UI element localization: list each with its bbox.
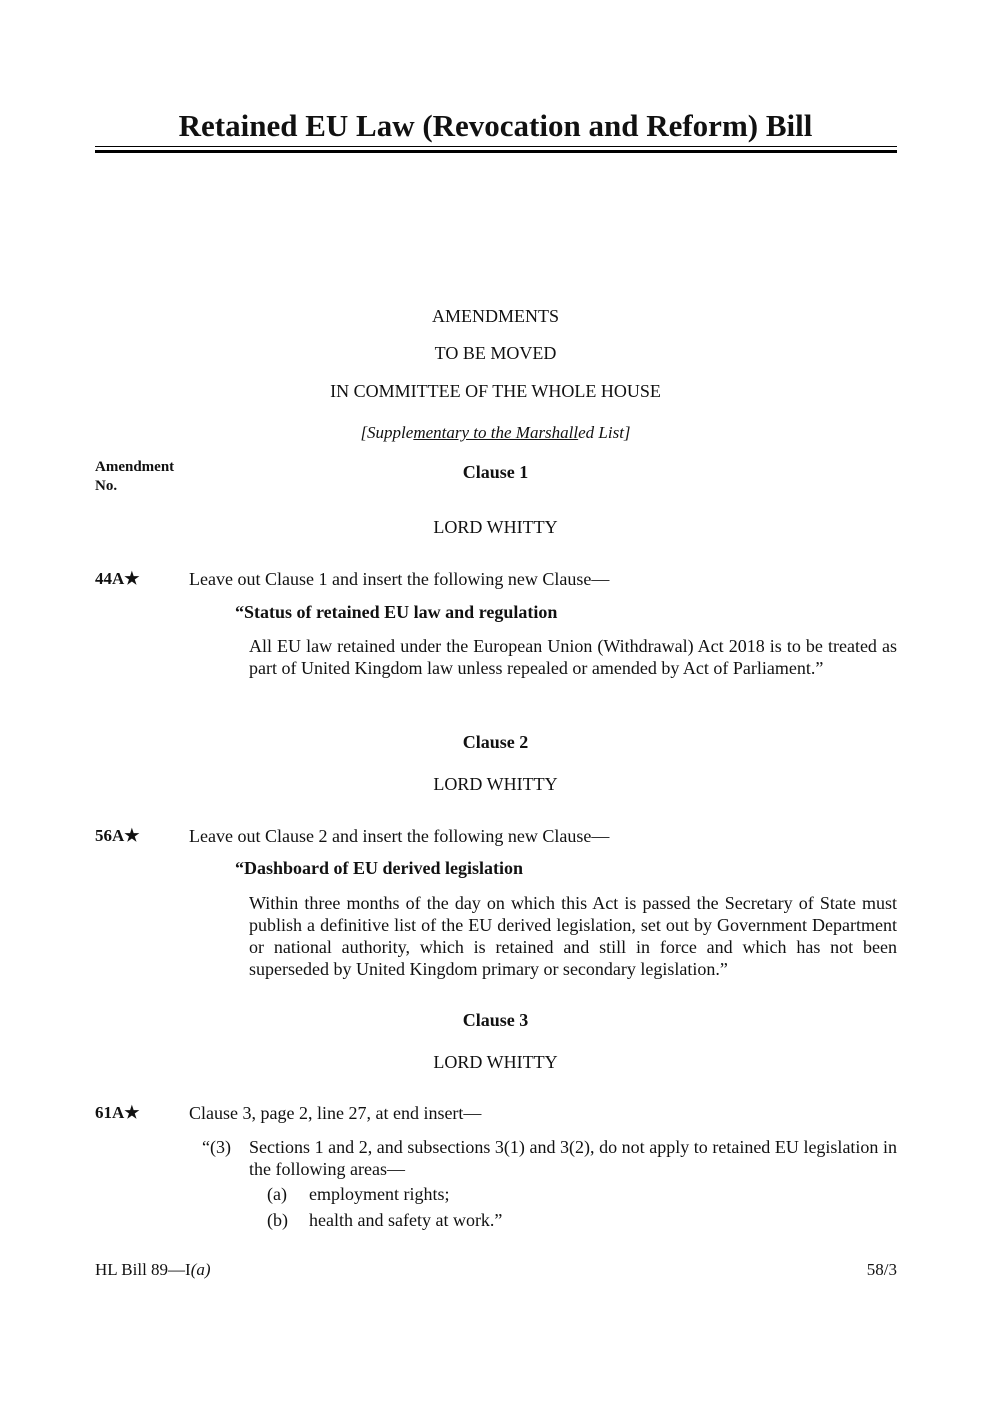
footer-page-ref: 58/3 <box>866 1260 897 1279</box>
footer-bill-number-suffix: (a) <box>190 1260 211 1279</box>
amendments-heading: AMENDMENTS <box>431 306 559 326</box>
item-text: employment rights; <box>309 1184 450 1204</box>
footer-bill-number-main: HL Bill 89—I <box>95 1260 191 1279</box>
item-text: health and safety at work.” <box>309 1210 503 1230</box>
supplementary-mid: mentary to the Marshall <box>413 423 579 442</box>
committee-heading: IN COMMITTEE OF THE WHOLE HOUSE <box>330 381 661 401</box>
bill-title: Retained EU Law (Revocation and Reform) Bill <box>178 108 813 143</box>
clause-heading: Clause 3 <box>462 1010 529 1030</box>
title-rule-thin <box>95 146 897 147</box>
title-rule-thick <box>95 150 897 153</box>
subsection-text: Sections 1 and 2, and subsections 3(1) and 3(2), do not apply to retained EU legislation in the following areas— <box>249 1137 897 1179</box>
mover-name: LORD WHITTY <box>433 1052 558 1072</box>
to-be-moved-heading: TO BE MOVED <box>434 343 557 363</box>
item-label: (b) <box>267 1210 288 1230</box>
amendment-instruction: Leave out Clause 2 and insert the following new Clause— <box>189 826 610 846</box>
amendment-number: 44A★ <box>95 569 140 588</box>
amendment-number: 56A★ <box>95 826 140 845</box>
new-clause-heading: “Status of retained EU law and regulation <box>235 602 558 622</box>
footer-bill-number <box>95 1259 211 1281</box>
new-clause-text: Within three months of the day on which this Act is passed the Secretary of State must publish a definitive list of the EU derived legislation, set out by Government Department or national authority, which is retained and still in force and which has not been superseded by United Kingdom primary or secondary legislation.” <box>249 893 897 979</box>
mover-name: LORD WHITTY <box>433 774 558 794</box>
supplementary-post: ed List] <box>578 423 631 442</box>
clause-heading: Clause 2 <box>462 732 529 752</box>
new-clause-text: All EU law retained under the European Union (Withdrawal) Act 2018 is to be treated as part of United Kingdom law unless repealed or amended by Act of Parliament.” <box>249 636 897 678</box>
clause-heading: Clause 1 <box>462 462 529 482</box>
mover-name: LORD WHITTY <box>433 517 558 537</box>
supplementary-pre: [Supple <box>360 423 414 442</box>
subsection-label: “(3) <box>202 1137 231 1157</box>
amendment-no-label-2: No. <box>95 478 118 494</box>
supplementary-note <box>0 422 991 444</box>
amendment-number: 61A★ <box>95 1103 140 1122</box>
amendment-instruction: Clause 3, page 2, line 27, at end insert— <box>189 1103 482 1123</box>
amendment-instruction: Leave out Clause 1 and insert the following new Clause— <box>189 569 610 589</box>
new-clause-heading: “Dashboard of EU derived legislation <box>235 858 524 878</box>
amendment-no-label-1: Amendment <box>95 459 175 475</box>
item-label: (a) <box>267 1184 287 1204</box>
